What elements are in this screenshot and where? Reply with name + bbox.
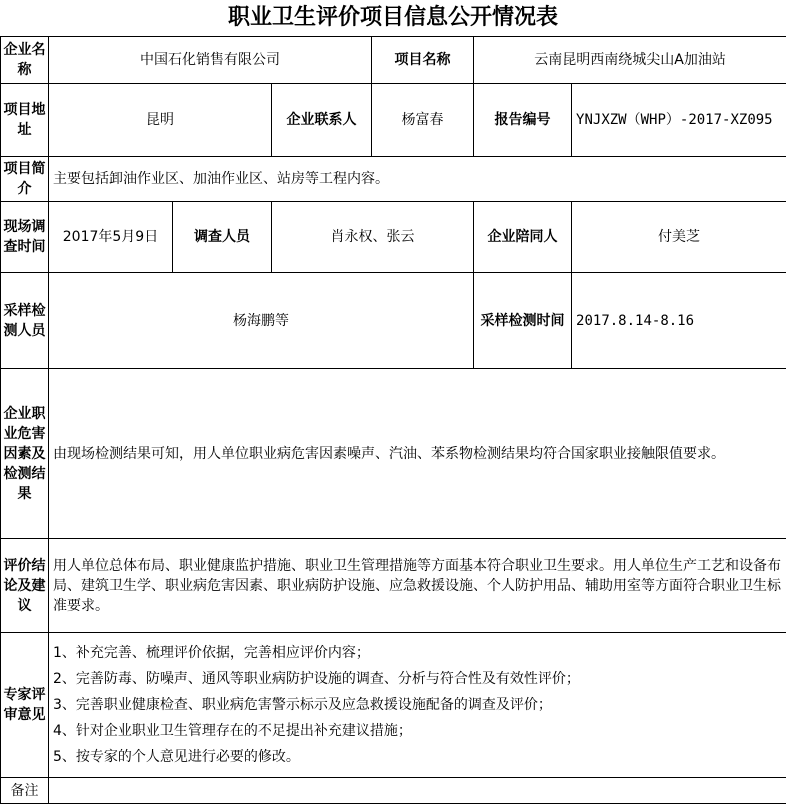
label-conclusion: 评价结论及建议 <box>1 539 49 633</box>
value-project-intro: 主要包括卸油作业区、加油作业区、站房等工程内容。 <box>49 157 786 202</box>
label-project-name: 项目名称 <box>372 37 474 84</box>
label-hazard-results: 企业职业危害因素及检测结果 <box>1 369 49 539</box>
row-expert <box>1 633 786 778</box>
label-report-number: 报告编号 <box>474 84 572 157</box>
value-hazard-results: 由现场检测结果可知，用人单位职业病危害因素噪声、汽油、苯系物检测结果均符合国家职业接触限值要求。 <box>49 369 786 539</box>
row-hazard <box>1 369 786 539</box>
value-remarks <box>49 778 786 804</box>
row-address <box>1 84 786 157</box>
label-expert-opinion: 专家评审意见 <box>1 633 49 778</box>
label-survey-time: 现场调查时间 <box>1 202 49 273</box>
value-report-number: YNJXZW（WHP）-2017-XZ095 <box>572 84 786 157</box>
value-sampling-time: 2017.8.14-8.16 <box>572 273 786 369</box>
value-project-address: 昆明 <box>49 84 272 157</box>
label-sampling-time: 采样检测时间 <box>474 273 572 369</box>
expert-opinion-item: 3、完善职业健康检查、职业病危害警示标示及应急救援设施配备的调查及评价； <box>53 697 552 713</box>
value-company-contact: 杨富春 <box>372 84 474 157</box>
label-project-address: 项目地址 <box>1 84 49 157</box>
expert-opinion-item: 1、补充完善、梳理评价依据，完善相应评价内容； <box>53 645 370 661</box>
value-sampling-staff: 杨海鹏等 <box>49 273 474 369</box>
row-remarks <box>1 778 786 804</box>
page-title: 职业卫生评价项目信息公开情况表 <box>227 5 558 30</box>
row-conclusion <box>1 539 786 633</box>
value-company-escort: 付美芝 <box>572 202 786 273</box>
row-sampling <box>1 273 786 369</box>
label-sampling-staff: 采样检测人员 <box>1 273 49 369</box>
value-expert-opinion <box>49 633 786 778</box>
label-project-intro: 项目简介 <box>1 157 49 202</box>
value-survey-staff: 肖永权、张云 <box>272 202 474 273</box>
label-remarks: 备注 <box>1 778 49 804</box>
value-survey-time: 2017年5月9日 <box>49 202 173 273</box>
label-survey-staff: 调查人员 <box>173 202 272 273</box>
info-table <box>0 36 786 804</box>
expert-opinion-item: 5、按专家的个人意见进行必要的修改。 <box>53 749 300 765</box>
row-survey <box>1 202 786 273</box>
expert-opinion-item: 4、针对企业职业卫生管理存在的不足提出补充建议措施； <box>53 723 412 739</box>
label-company-contact: 企业联系人 <box>272 84 372 157</box>
value-conclusion: 用人单位总体布局、职业健康监护措施、职业卫生管理措施等方面基本符合职业卫生要求。用人单位生产工艺和设备布局、建筑卫生学、职业病危害因素、职业病防护设施、应急救援设施、个人防护用品、辅助用室等方面符合职业卫生标准要求。 <box>49 539 786 633</box>
row-intro <box>1 157 786 202</box>
label-company-name: 企业名称 <box>1 37 49 84</box>
value-company-name: 中国石化销售有限公司 <box>49 37 372 84</box>
value-project-name: 云南昆明西南绕城尖山A加油站 <box>474 37 786 84</box>
row-company <box>1 37 786 84</box>
label-company-escort: 企业陪同人 <box>474 202 572 273</box>
expert-opinion-item: 2、完善防毒、防噪声、通风等职业病防护设施的调查、分析与符合性及有效性评价； <box>53 671 580 687</box>
